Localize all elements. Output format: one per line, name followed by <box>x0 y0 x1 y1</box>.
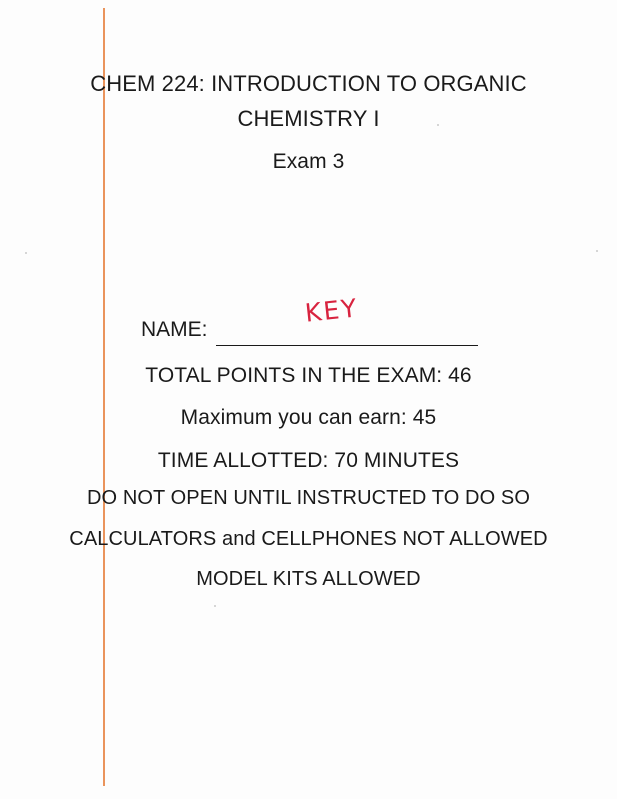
time-allotted-text: TIME ALLOTTED: 70 MINUTES <box>157 449 460 472</box>
maximum-points-text: Maximum you can earn: 45 <box>180 406 437 429</box>
paper-speck <box>596 250 598 252</box>
exam-label: Exam 3 <box>272 150 345 173</box>
course-title-line-1: CHEM 224: INTRODUCTION TO ORGANIC <box>90 71 527 96</box>
paper-speck <box>214 605 216 607</box>
do-not-open-text: DO NOT OPEN UNTIL INSTRUCTED TO DO SO <box>86 487 530 509</box>
total-points-text: TOTAL POINTS IN THE EXAM: 46 <box>145 364 472 387</box>
handwritten-key: KEY <box>303 293 360 328</box>
name-label: NAME: <box>141 318 208 341</box>
course-title-line-2: CHEMISTRY I <box>237 106 380 131</box>
devices-not-allowed-text: CALCULATORS and CELLPHONES NOT ALLOWED <box>69 528 548 550</box>
name-underline <box>216 345 478 346</box>
paper-speck <box>437 124 439 126</box>
paper-speck <box>25 252 27 254</box>
model-kits-allowed-text: MODEL KITS ALLOWED <box>196 568 421 590</box>
